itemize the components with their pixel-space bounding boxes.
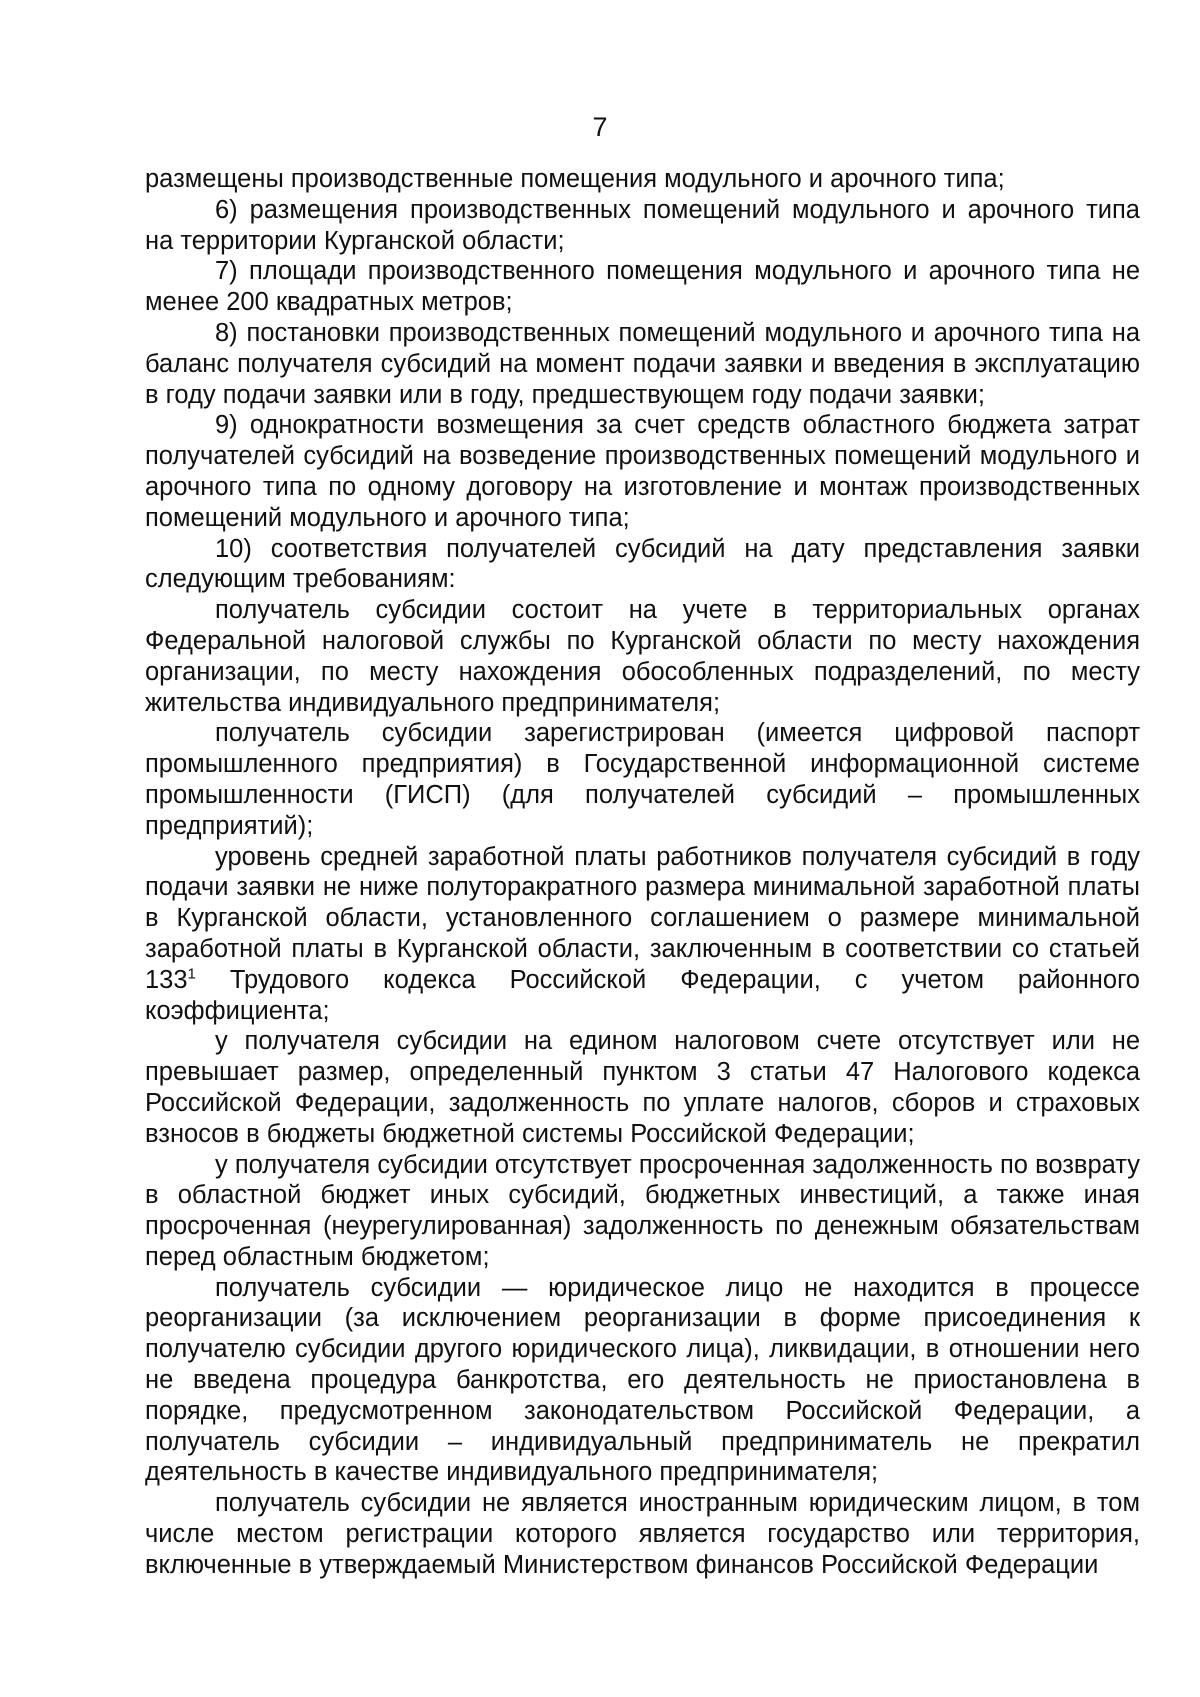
paragraph-7: получатель субсидии состоит на учете в территориальных органах Федеральной налоговой службы по Курганской области по месту нахождения организации, по месту нахождения обособленных подразделений, по месту жительства индивидуального предпринимателя;	[145, 596, 1140, 717]
paragraph-9-text: уровень средней заработной платы работников получателя субсидий в году подачи заявки не ниже полуторакратного размера минимальной заработной платы в Курганской области, установленного соглашением о размере минимальной заработной платы в Курганской области, заключенным в соответствии со статьей 133	[145, 842, 1140, 994]
superscript-1: 1	[187, 965, 196, 983]
paragraph-13: получатель субсидии не является иностранным юридическим лицом, в том числе местом регистрации которого является государство или территория, включенные в утверждаемый Министерством финансов Российской Федерации	[145, 1489, 1140, 1579]
paragraph-9	[145, 842, 1140, 1027]
paragraph-9-text-after: Трудового кодекса Российской Федерации, с учетом районного коэффициента;	[145, 965, 1140, 1025]
paragraph-10: у получателя субсидии на едином налоговом счете отсутствует или не превышает размер, определенный пунктом 3 статьи 47 Налогового кодекса Российской Федерации, задолженность по уплате налогов, сборов и страховых взносов в бюджеты бюджетной системы Российской Федерации;	[145, 1027, 1140, 1148]
paragraph-1: размещены производственные помещения модульного и арочного типа;	[145, 165, 1005, 193]
paragraph-12: получатель субсидии — юридическое лицо не находится в процессе реорганизации (за исключением реорганизации в форме присоединения к получателю субсидии другого юридического лица), ликвидации, в отношении него не введена процедура банкротства, его деятельность не приостановлена в порядке, предусмотренном законодательством Российской Федерации, а получатель субсидии – индивидуальный предприниматель не прекратил деятельность в качестве индивидуального предпринимателя;	[145, 1273, 1140, 1487]
paragraph-6: 10) соответствия получателей субсидий на дату представления заявки следующим требованиям:	[145, 534, 1140, 594]
page-number: 7	[592, 112, 608, 142]
paragraph-5: 9) однократности возмещения за счет средств областного бюджета затрат получателей субсидий на возведение производственных помещений модульного и арочного типа по одному договору на изготовление и монтаж производственных помещений модульного и арочного типа;	[145, 411, 1140, 532]
paragraph-11: у получателя субсидии отсутствует просроченная задолженность по возврату в областной бюджет иных субсидий, бюджетных инвестиций, а также иная просроченная (неурегулированная) задолженность по денежным обязательствам перед областным бюджетом;	[145, 1150, 1140, 1271]
document-body	[145, 164, 1140, 1581]
paragraph-3: 7) площади производственного помещения модульного и арочного типа не менее 200 квадратных метров;	[145, 257, 1140, 317]
paragraph-8: получатель субсидии зарегистрирован (имеется цифровой паспорт промышленного предприятия) в Государственной информационной системе промышленности (ГИСП) (для получателей субсидий – промышленных предприятий);	[145, 719, 1140, 840]
paragraph-2: 6) размещения производственных помещений модульного и арочного типа на территории Курганской области;	[145, 195, 1140, 255]
paragraph-4: 8) постановки производственных помещений модульного и арочного типа на баланс получателя субсидий на момент подачи заявки и введения в эксплуатацию в году подачи заявки или в году, предшествующем году подачи заявки;	[145, 318, 1140, 409]
